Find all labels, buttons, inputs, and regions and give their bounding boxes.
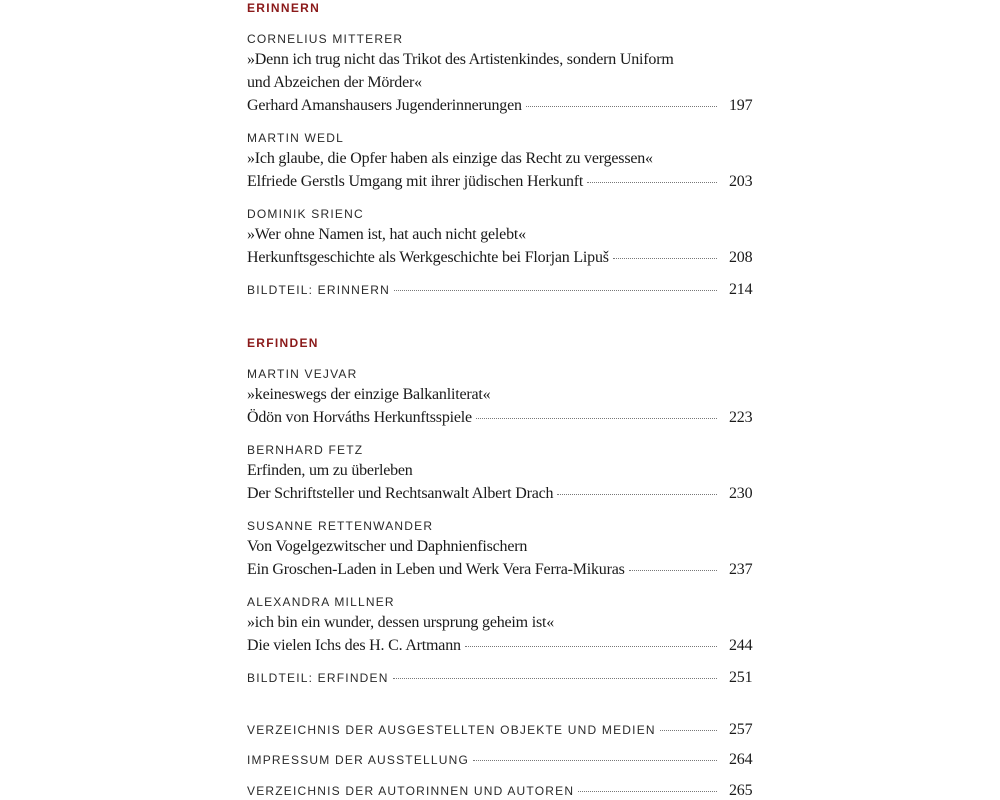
entry-subtitle: Ödön von Horváths Herkunftsspiele <box>247 409 472 426</box>
toc-entry-row[interactable] <box>247 671 751 685</box>
entry-author: BERNHARD FETZ <box>247 443 364 457</box>
toc-entry-row[interactable] <box>247 636 751 656</box>
page-number: 203 <box>729 173 753 190</box>
entry-author: SUSANNE RETTENWANDER <box>247 519 434 533</box>
toc-entry-row[interactable] <box>247 723 751 737</box>
page-number: 214 <box>729 281 753 298</box>
toc-entry-row[interactable] <box>247 484 751 504</box>
dot-leader <box>587 182 717 183</box>
page-number: 230 <box>729 485 753 502</box>
page-number: 237 <box>729 561 753 578</box>
dot-leader <box>393 678 717 679</box>
entry-title-line: »Wer ohne Namen ist, hat auch nicht gelebt« <box>247 226 526 243</box>
dot-leader <box>394 290 717 291</box>
appendix-label: VERZEICHNIS DER AUTORINNEN UND AUTOREN <box>247 784 575 798</box>
toc-entry-row[interactable] <box>247 96 751 116</box>
toc-entry-row[interactable] <box>247 560 751 580</box>
page-number: 197 <box>729 97 753 114</box>
dot-leader <box>629 570 717 571</box>
entry-title-line: und Abzeichen der Mörder« <box>247 74 422 91</box>
entry-title-line: Von Vogelgezwitscher und Daphnienfischern <box>247 538 528 555</box>
entry-subtitle: Der Schriftsteller und Rechtsanwalt Albert Drach <box>247 485 554 502</box>
page-number: 251 <box>729 669 753 686</box>
entry-subtitle: Elfriede Gerstls Umgang mit ihrer jüdischen Herkunft <box>247 173 584 190</box>
entry-author: MARTIN WEDL <box>247 131 344 145</box>
toc-entry-row[interactable] <box>247 283 751 297</box>
bildteil-label: BILDTEIL: ERFINDEN <box>247 671 389 685</box>
entry-title-line: »ich bin ein wunder, dessen ursprung geheim ist« <box>247 614 555 631</box>
dot-leader <box>578 791 717 792</box>
dot-leader <box>613 258 717 259</box>
entry-author: ALEXANDRA MILLNER <box>247 595 395 609</box>
toc-entry-row[interactable] <box>247 172 751 192</box>
entry-title-line: »keineswegs der einzige Balkanliterat« <box>247 386 491 403</box>
dot-leader <box>526 106 717 107</box>
toc-entry-row[interactable] <box>247 408 751 428</box>
entry-author: DOMINIK SRIENC <box>247 207 364 221</box>
toc-entry-row[interactable] <box>247 784 751 798</box>
dot-leader <box>473 760 717 761</box>
page-number: 223 <box>729 409 753 426</box>
bildteil-label: BILDTEIL: ERINNERN <box>247 283 390 297</box>
entry-title-line: »Ich glaube, die Opfer haben als einzige das Recht zu vergessen« <box>247 150 653 167</box>
page-number: 244 <box>729 637 753 654</box>
toc-entry-row[interactable] <box>247 248 751 268</box>
entry-subtitle: Gerhard Amanshausers Jugenderinnerungen <box>247 97 522 114</box>
page-number: 257 <box>729 721 753 738</box>
entry-subtitle: Herkunftsgeschichte als Werkgeschichte bei Florjan Lipuš <box>247 249 609 266</box>
dot-leader <box>557 494 717 495</box>
entry-title-line: »Denn ich trug nicht das Trikot des Artistenkindes, sondern Uniform <box>247 51 674 68</box>
entry-title-line: Erfinden, um zu überleben <box>247 462 413 479</box>
appendix-label: IMPRESSUM DER AUSSTELLUNG <box>247 753 470 767</box>
entry-author: MARTIN VEJVAR <box>247 367 358 381</box>
entry-subtitle: Die vielen Ichs des H. C. Artmann <box>247 637 461 654</box>
dot-leader <box>476 418 717 419</box>
entry-subtitle: Ein Groschen-Laden in Leben und Werk Vera Ferra-Mikuras <box>247 561 625 578</box>
toc-entry-row[interactable] <box>247 753 751 767</box>
entry-author: CORNELIUS MITTERER <box>247 32 404 46</box>
section-heading-erfinden: ERFINDEN <box>247 336 319 350</box>
dot-leader <box>465 646 717 647</box>
dot-leader <box>660 730 717 731</box>
page-number: 265 <box>729 782 753 799</box>
page-number: 208 <box>729 249 753 266</box>
appendix-label: VERZEICHNIS DER AUSGESTELLTEN OBJEKTE UND MEDIEN <box>247 723 656 737</box>
section-heading-erinnern: ERINNERN <box>247 1 321 15</box>
page-number: 264 <box>729 751 753 768</box>
